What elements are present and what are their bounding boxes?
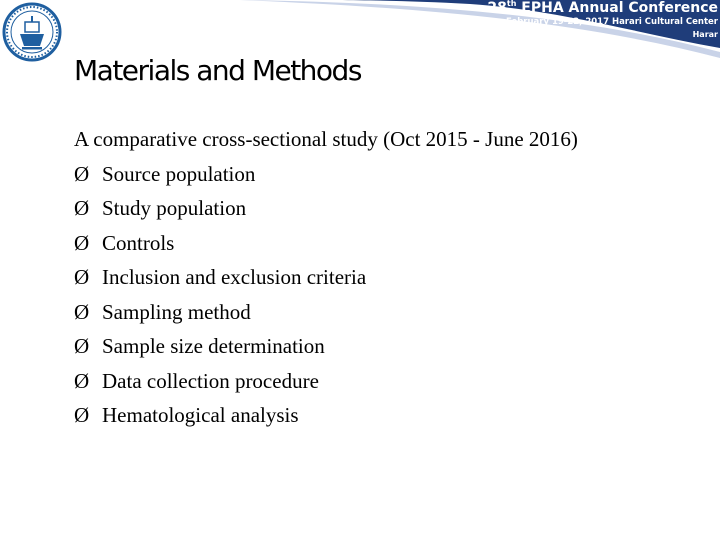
- arrow-bullet-icon: Ø: [74, 299, 90, 324]
- arrow-bullet-icon: Ø: [74, 334, 90, 358]
- conference-city: Harar: [692, 30, 718, 39]
- list-item: [74, 157, 714, 192]
- arrow-bullet-icon: Ø: [74, 161, 90, 186]
- list-item: [74, 295, 714, 330]
- list-item: [74, 398, 714, 433]
- conference-dates-venue: February 19-22, 2017 Harari Cultural Center: [505, 17, 718, 27]
- arrow-bullet-icon: Ø: [74, 230, 90, 255]
- list-item-label: Source population: [102, 161, 256, 186]
- list-item: [74, 260, 714, 295]
- list-item-label: Inclusion and exclusion criteria: [102, 265, 367, 289]
- list-item: [74, 191, 714, 226]
- conference-banner: [0, 0, 720, 58]
- arrow-bullet-icon: Ø: [74, 265, 90, 289]
- arrow-bullet-icon: Ø: [74, 196, 90, 220]
- list-item-label: Sample size determination: [102, 334, 325, 358]
- slide-title: Materials and Methods: [74, 54, 361, 87]
- association-logo-icon: [2, 2, 62, 62]
- study-design-line: A comparative cross-sectional study (Oct 2015 - June 2016): [74, 127, 578, 151]
- list-item: [74, 364, 714, 399]
- list-item: [74, 329, 714, 364]
- slide-body: [74, 122, 714, 433]
- list-item: [74, 226, 714, 261]
- arrow-bullet-icon: Ø: [74, 368, 90, 393]
- conference-title: 28th EPHA Annual Conference: [487, 0, 718, 16]
- list-item-label: Sampling method: [102, 299, 251, 324]
- list-item-label: Controls: [102, 230, 175, 255]
- list-item-label: Hematological analysis: [102, 403, 299, 427]
- list-item-label: Data collection procedure: [102, 368, 319, 393]
- list-item-label: Study population: [102, 196, 247, 220]
- methods-list: [74, 157, 714, 433]
- arrow-bullet-icon: Ø: [74, 403, 90, 427]
